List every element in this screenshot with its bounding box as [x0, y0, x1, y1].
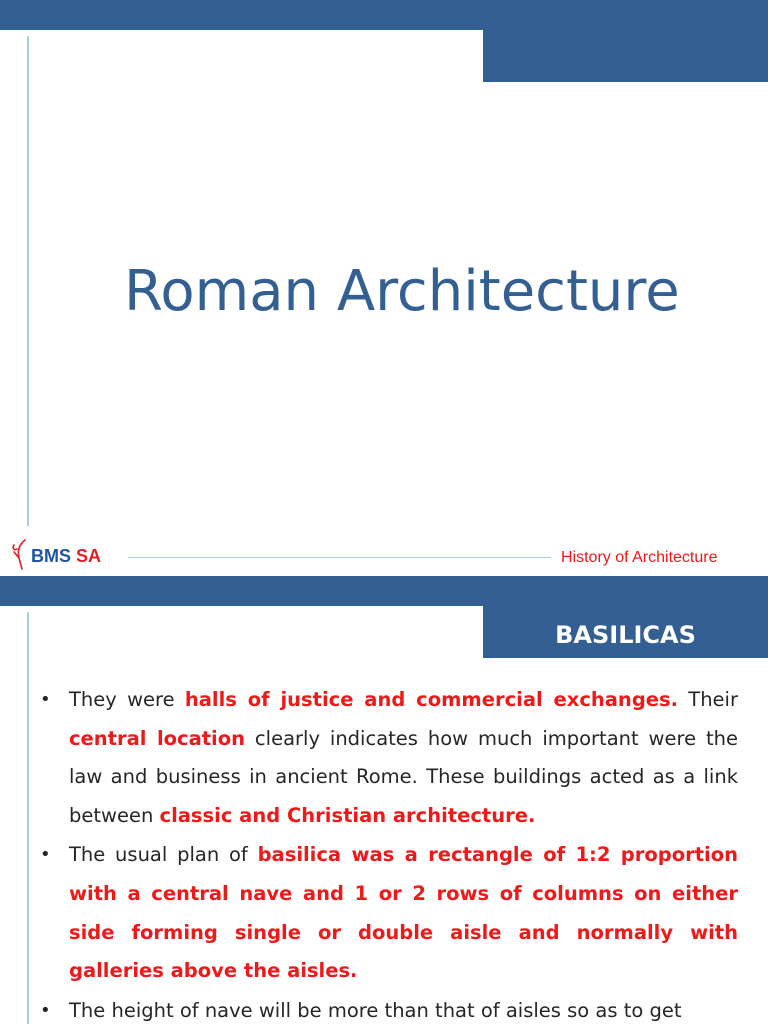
bullet-marker: • — [40, 999, 51, 1021]
section-title: BASILICAS — [555, 621, 696, 649]
bullet-list — [40, 681, 738, 1024]
body-text: The usual plan of — [69, 843, 258, 867]
bullet-marker: • — [40, 844, 51, 866]
left-accent-rule — [27, 612, 29, 1024]
corner-accent-block — [483, 0, 768, 82]
slide-title: Roman Architecture — [124, 259, 680, 324]
highlighted-text: halls of justice and commercial exchanges. — [184, 688, 679, 711]
logo-text-sa: SA — [76, 546, 102, 566]
body-text: They were — [69, 688, 185, 711]
footer-course-title: History of Architecture — [561, 549, 718, 566]
highlighted-text: classic and Christian architecture. — [159, 803, 536, 827]
highlighted-text: basilica was a rectangle of 1:2 proportion with a central nave and 1 or 2 rows of columns on either side forming single or double aisle and normally with galleries above the aisles. — [69, 843, 738, 983]
left-accent-rule — [27, 36, 29, 526]
footer-divider — [128, 557, 551, 558]
body-text: The height of nave will be more than that of aisles so as to get — [69, 998, 682, 1022]
bullet-item — [40, 992, 738, 1024]
logo-wordmark — [31, 545, 101, 567]
body-text: clearly indicates how much important were the law and business in ancient Rome. These buildings acted as a link between — [69, 726, 738, 827]
bullet-item — [40, 836, 738, 990]
bullet-marker: • — [40, 689, 51, 710]
highlighted-text: central location — [69, 726, 246, 750]
body-text: Their — [678, 688, 738, 711]
logo-text-bms: BMS — [31, 546, 71, 566]
content-slide — [0, 576, 768, 1024]
bullet-item — [40, 681, 738, 835]
